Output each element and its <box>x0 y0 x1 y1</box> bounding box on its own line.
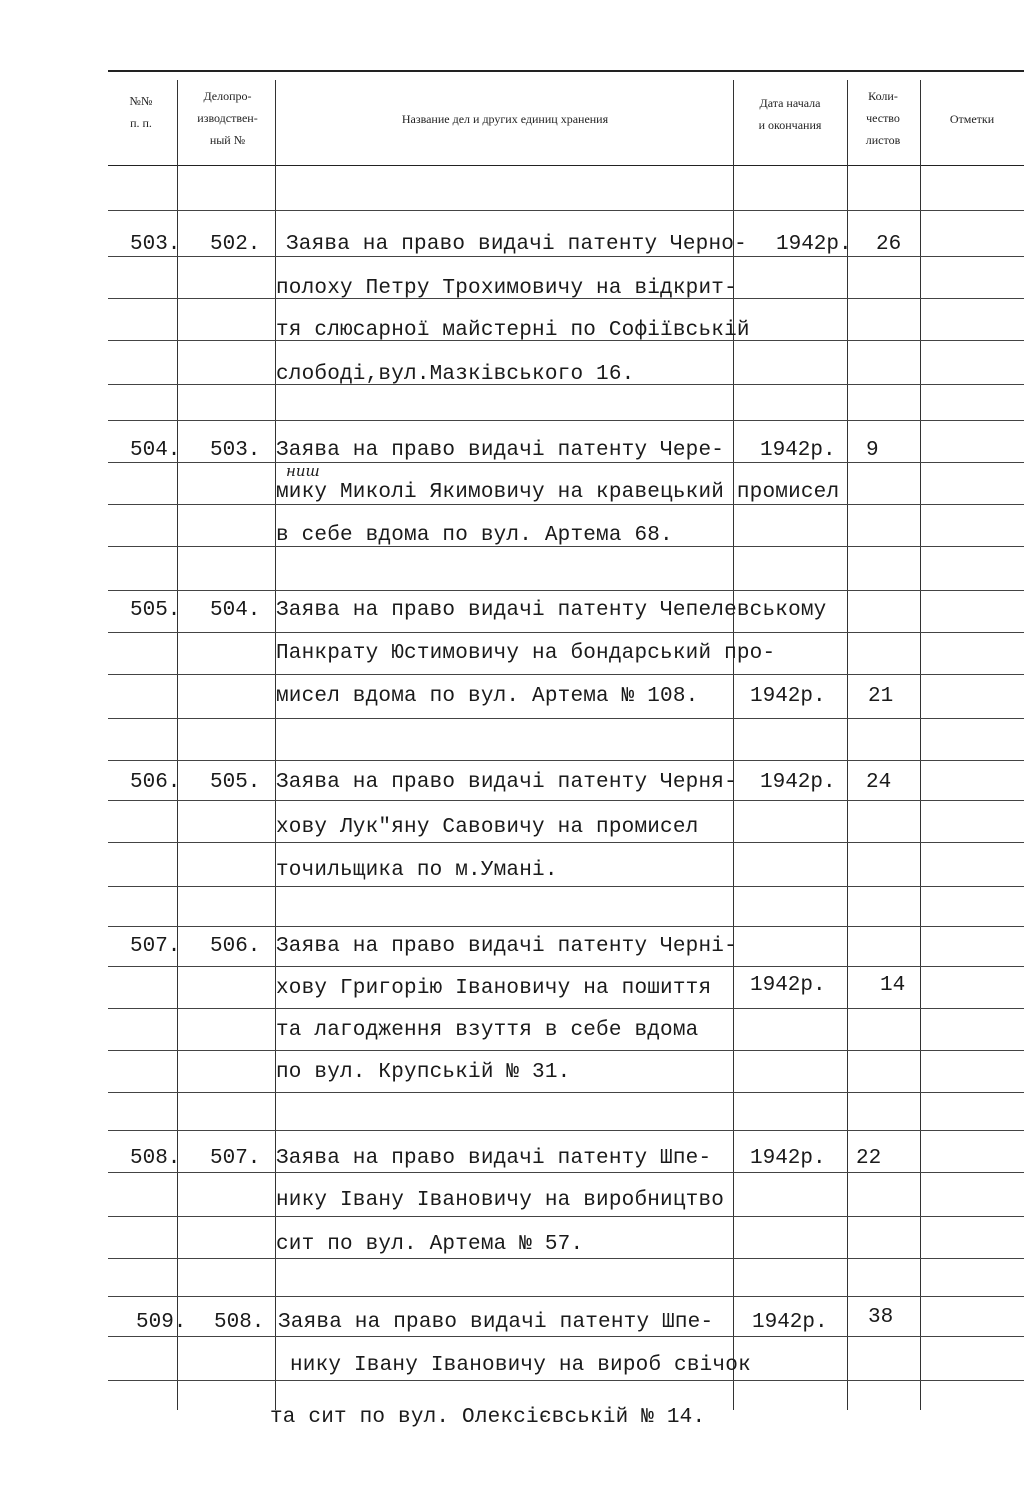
entry-sheets: 14 <box>880 974 906 997</box>
entry-date: 1942р. <box>752 1311 828 1334</box>
entry-title-line: точильщика по м.Умані. <box>276 859 558 882</box>
ledger-rule <box>108 760 1024 761</box>
ledger-rule <box>108 420 1024 421</box>
entry-number: 507. <box>130 935 181 958</box>
ledger-rule <box>108 1216 1024 1217</box>
ledger-rule <box>108 1296 1024 1297</box>
ledger-rule <box>108 1380 1024 1381</box>
entry-sheets: 9 <box>866 439 879 462</box>
col-divider-1 <box>177 80 178 1410</box>
entry-sheets: 21 <box>868 685 894 708</box>
header-col-title: Название дел и других единиц хранения <box>401 112 609 126</box>
entry-sheets: 38 <box>868 1306 894 1329</box>
entry-date: 1942р. <box>760 439 836 462</box>
entry-number: 509. <box>136 1311 187 1334</box>
entry-title-line: тя слюсарної майстерні по Софіївській <box>276 319 750 342</box>
entry-title-line: хову Григорію Івановичу на пошиття <box>276 977 712 1000</box>
entry-number: 503. <box>130 233 181 256</box>
entry-title-line: нику Івану Івановичу на вироб свічок <box>290 1354 751 1377</box>
col-divider-4 <box>847 80 848 1410</box>
entry-number: 505. <box>130 599 181 622</box>
header-col-notes: Отметки <box>949 112 995 126</box>
ledger-rule <box>108 674 1024 675</box>
entry-sheets: 24 <box>866 771 892 794</box>
handwritten-note: ниш <box>286 462 320 480</box>
entry-title-line: Заява на право видачі патенту Шпе- <box>278 1311 714 1334</box>
entry-title-line: Заява на право видачі патенту Черні- <box>276 935 737 958</box>
ledger-rule <box>108 800 1024 801</box>
entry-title-line: в себе вдома по вул. Артема 68. <box>276 524 673 547</box>
entry-sheets: 26 <box>876 233 902 256</box>
entry-title-line: мику Миколі Якимовичу на кравецький промисел <box>276 481 840 504</box>
entry-title-line: Панкрату Юстимовичу на бондарський про- <box>276 642 776 665</box>
entry-title-line: слободі,вул.Мазківського 16. <box>276 363 635 386</box>
ledger-rule <box>108 1008 1024 1009</box>
entry-office-number: 507. <box>210 1147 261 1170</box>
ledger-rule <box>108 926 1024 927</box>
entry-office-number: 504. <box>210 599 261 622</box>
entry-title-line: Заява на право видачі патенту Чере- <box>276 439 725 462</box>
entry-title-line: мисел вдома по вул. Артема № 108. <box>276 685 699 708</box>
entry-date: 1942р. <box>760 771 836 794</box>
header-bottom-rule <box>108 165 1024 166</box>
entry-title-line: та лагодження взуття в себе вдома <box>276 1019 699 1042</box>
ledger-rule <box>108 1092 1024 1093</box>
entry-title-line: та сит по вул. Олексієвській № 14. <box>270 1406 706 1429</box>
header-col-office-number: Делопро- изводствен- ный № <box>197 89 258 147</box>
entry-title-line: Заява на право видачі патенту Черно- <box>286 233 747 256</box>
entry-number: 508. <box>130 1147 181 1170</box>
entry-office-number: 505. <box>210 771 261 794</box>
header-col-sheets: Коли- чество листов <box>865 89 901 147</box>
entry-date: 1942р. <box>776 233 852 256</box>
ledger-rule <box>108 1130 1024 1131</box>
ledger-rule <box>108 1258 1024 1259</box>
entry-title-line: сит по вул. Артема № 57. <box>276 1233 584 1256</box>
entry-date: 1942р. <box>750 1147 826 1170</box>
entry-sheets: 22 <box>856 1147 882 1170</box>
col-divider-5 <box>920 80 921 1410</box>
entry-date: 1942р. <box>750 685 826 708</box>
header-col-number: №№ п. п. <box>129 94 153 130</box>
entry-office-number: 502. <box>210 233 261 256</box>
entry-title-line: Заява на право видачі патенту Шпе- <box>276 1147 712 1170</box>
entry-title-line: Заява на право видачі патенту Черня- <box>276 771 737 794</box>
ledger-rule <box>108 1050 1024 1051</box>
ledger-rule <box>108 590 1024 591</box>
ledger-rule <box>108 966 1024 967</box>
ledger-rule <box>108 1172 1024 1173</box>
entry-office-number: 508. <box>214 1311 265 1334</box>
ledger-rule <box>108 210 1024 211</box>
ledger-rule <box>108 632 1024 633</box>
header-col-date: Дата начала и окончания <box>758 96 822 132</box>
ledger-rule <box>108 718 1024 719</box>
entry-office-number: 506. <box>210 935 261 958</box>
entry-title-line: Заява на право видачі патенту Чепелевському <box>276 599 827 622</box>
entry-date: 1942р. <box>750 974 826 997</box>
entry-title-line: по вул. Крупській № 31. <box>276 1061 571 1084</box>
header-top-rule <box>108 70 1024 72</box>
entry-number: 504. <box>130 439 181 462</box>
entry-title-line: хову Лук"яну Савовичу на промисел <box>276 816 699 839</box>
entry-office-number: 503. <box>210 439 261 462</box>
ledger-rule <box>108 886 1024 887</box>
ledger-rule <box>108 842 1024 843</box>
entry-title-line: полоху Петру Трохимовичу на відкрит- <box>276 277 737 300</box>
ledger-rule <box>108 1336 1024 1337</box>
entry-title-line: нику Івану Івановичу на виробництво <box>276 1189 725 1212</box>
entry-number: 506. <box>130 771 181 794</box>
